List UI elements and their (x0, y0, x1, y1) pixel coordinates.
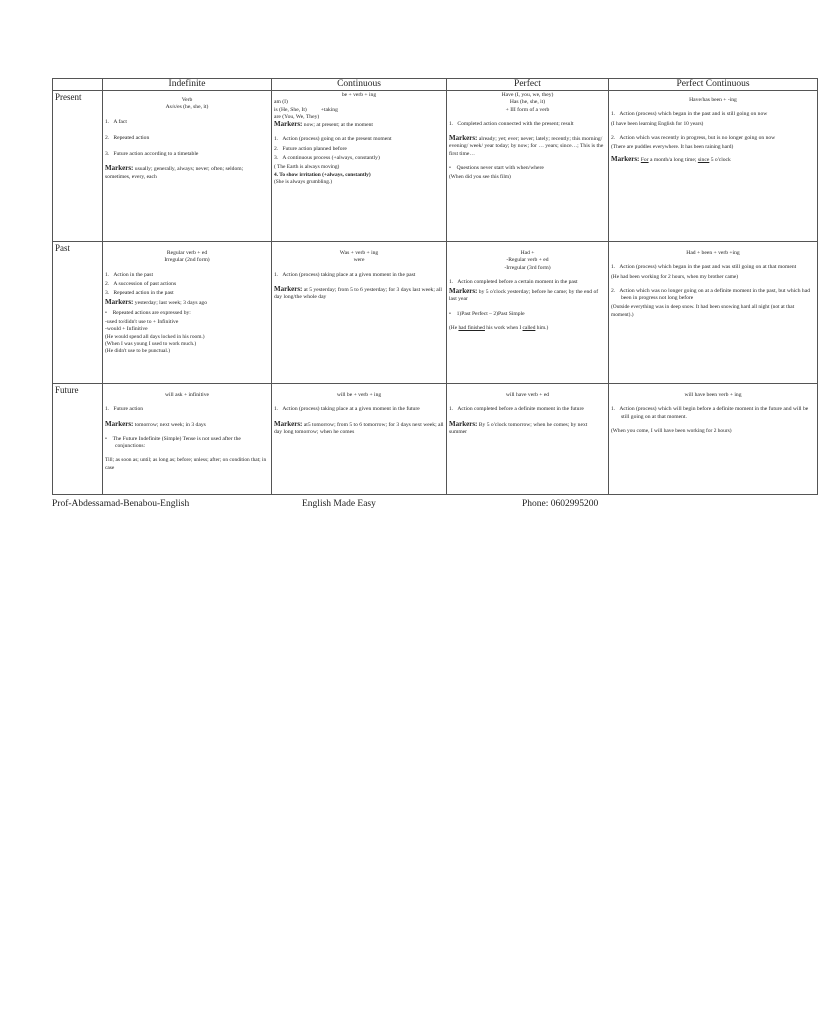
header-perfect-continuous: Perfect Continuous (609, 79, 818, 91)
future-perfect-cell (447, 384, 609, 495)
tenses-table-wrapper (52, 78, 811, 495)
corner-cell (53, 79, 103, 91)
present-indefinite-cell (103, 91, 272, 242)
row-label-past: Past (53, 242, 103, 384)
formula: + III form of a verb (505, 106, 550, 113)
formula: Verb (181, 97, 193, 103)
list-item: 3. Future action according to a timetable (105, 151, 199, 158)
list-item: 3. Repeated action in the past (105, 290, 174, 297)
formula: Regular verb + ed (166, 250, 208, 256)
past-continuous-cell (272, 242, 447, 384)
markers: Markers: at5 tomorrow; from 5 to 6 tomorrow; for 3 days next week; all day long tomorrow; when he comes (274, 419, 444, 435)
formula: will have been verb + ing (684, 392, 742, 398)
formula: will be + verb + ing (336, 392, 382, 398)
list-item: 1. Future action (105, 406, 144, 413)
markers: Markers: By 5 o'clock tomorrow; when he comes; by next summer (449, 419, 588, 435)
formula: be + verb + ing (341, 92, 377, 98)
past-perfect-cell (447, 242, 609, 384)
example: (I have been learning English for 10 years) (611, 120, 704, 127)
present-perfect-cell (447, 91, 609, 242)
formula: were (353, 257, 365, 264)
list-item: 2. Future action planned before (274, 145, 347, 152)
conjunctions: Till; as soon as; until; as long as; before; unless; after; on condition that; in case (105, 457, 267, 471)
header-continuous: Continuous (272, 79, 447, 91)
list-item: 1. Action (process) which will begin before a definite moment in the future and will be still going on at that moment. (611, 406, 809, 420)
footer-author: Prof-Abdessamad-Benabou-English (52, 499, 190, 509)
formula: Irregular (2nd form) (164, 257, 210, 264)
rule: -would + Infinitive (105, 326, 148, 333)
example: (When did you see this film) (449, 174, 511, 181)
example: ( The Earth is always moving) (274, 164, 340, 171)
future-indefinite-cell (103, 384, 272, 495)
formula: -Irregular (3rd form) (504, 264, 551, 271)
present-continuous-cell (272, 91, 447, 242)
example: (When I was young I used to work much.) (105, 340, 197, 347)
list-item: 2. Repeated action (105, 134, 150, 141)
list-item: 2. Action which was no longer going on at a definite moment in the past, but which had been in progress not long before (611, 287, 811, 302)
markers: Markers: For a month/a long time; since 5 o'clock (611, 155, 731, 164)
list-item: 2. A succession of past actions (105, 280, 177, 287)
example: (Outside everything was in deep snow. It had been snowing hard all night (not at that moment).) (611, 304, 795, 318)
formula: Have (I, you, we, they) (501, 92, 554, 98)
row-label-future: Future (53, 384, 103, 495)
rule: -used to/didn't use to + Infinitive (105, 319, 179, 326)
formula: As/s/es (he, she, it) (165, 104, 209, 111)
bullet-item: • 1)Past Perfect – 2)Past Simple (449, 310, 525, 317)
bullet-item: • Repeated actions are expressed by: (105, 309, 191, 316)
present-perfect-continuous-cell (609, 91, 818, 242)
tenses-table (52, 78, 818, 495)
list-item: 1. Action (process) which began in the past and is still going on now (611, 111, 768, 118)
markers: Markers: usually; generally, always; never; often; seldom; sometimes, every, each (105, 164, 244, 180)
example: (He would spend all days locked in his room.) (105, 333, 205, 340)
example: (When you come, I will have been working for 2 hours) (611, 427, 732, 434)
bullet-item: • The Future Indefinite (Simple) Tense is not used after the conjunctions: (105, 435, 241, 450)
list-item: 2. Action which was recently in progress, but is no longer going on now (611, 134, 776, 141)
list-item: 1. A fact (105, 118, 127, 125)
formula: -Regular verb + ed (506, 257, 549, 264)
markers: Markers: now; at present; at the moment (274, 120, 373, 129)
list-item: 4. To show irritation (+always, constantly) (274, 171, 371, 178)
formula: will ask + infinitive (164, 392, 209, 398)
example: (He had been working for 2 hours, when my brother came) (611, 273, 739, 280)
list-item: 1. Action (process) which began in the past and was still going on at that moment (611, 264, 797, 271)
row-future (53, 384, 818, 495)
list-item: 1. Action (process) going on at the present moment (274, 136, 392, 143)
bullet-item: • Questions never start with when/where (449, 165, 544, 172)
formula: Have/has been + -ing (689, 97, 737, 103)
formula: Was + verb + ing (339, 250, 379, 256)
list-item: 1. Completed action connected with the present; result (449, 120, 574, 127)
formula: Had + been + verb +ing (686, 250, 740, 256)
header-perfect: Perfect (447, 79, 609, 91)
markers: Markers: yesterday; last week; 3 days ago (105, 298, 208, 307)
aux-are: are (You, We, They) (274, 113, 320, 120)
row-present (53, 91, 818, 242)
header-row (53, 79, 818, 91)
example: (There are puddles everywhere. It has been raining hard) (611, 144, 734, 151)
list-item: 1. Action completed before a definite moment in the future (449, 406, 584, 413)
list-item: 1. Action (process) taking place at a given moment in the past (274, 271, 416, 278)
header-indefinite: Indefinite (103, 79, 272, 91)
footer-title: English Made Easy (302, 499, 376, 509)
list-item: 1. Action in the past (105, 271, 154, 278)
list-item: 3. A continuous process (+always, constantly) (274, 155, 380, 162)
example: (He didn't use to be punctual.) (105, 348, 171, 355)
past-indefinite-cell (103, 242, 272, 384)
future-continuous-cell (272, 384, 447, 495)
markers: Markers: tomorrow; next week; in 3 days (105, 419, 206, 428)
formula: will have verb + ed (505, 392, 550, 398)
list-item: 1. Action completed before a certain moment in the past (449, 278, 578, 285)
footer-phone: Phone: 0602995200 (522, 499, 599, 509)
example: (She is always grumbling.) (274, 178, 333, 185)
row-label-present: Present (53, 91, 103, 242)
aux-am: am (I) (274, 99, 288, 106)
future-perfect-continuous-cell (609, 384, 818, 495)
markers: Markers: already; yet; ever; never; lately; recently; this morning/ evening/ week/ year today; by now; for … years; since…; This is the first time… (449, 134, 604, 157)
row-past (53, 242, 818, 384)
markers: Markers: by 5 o'clock yesterday; before he came; by the end of last year (449, 287, 599, 303)
example: (He had finished his work when I called him.) (449, 325, 549, 332)
list-item: 1. Action (process) taking place at a given moment in the future (274, 406, 420, 413)
aux-is: is (He, She, It) +taking (274, 106, 338, 113)
markers: Markers: at 5 yesterday; from 5 to 6 yesterday; for 3 days last week; all day long/the whole day (274, 284, 442, 301)
formula: Had + (520, 250, 535, 256)
formula: Has (he, she, it) (509, 99, 546, 106)
past-perfect-continuous-cell (609, 242, 818, 384)
